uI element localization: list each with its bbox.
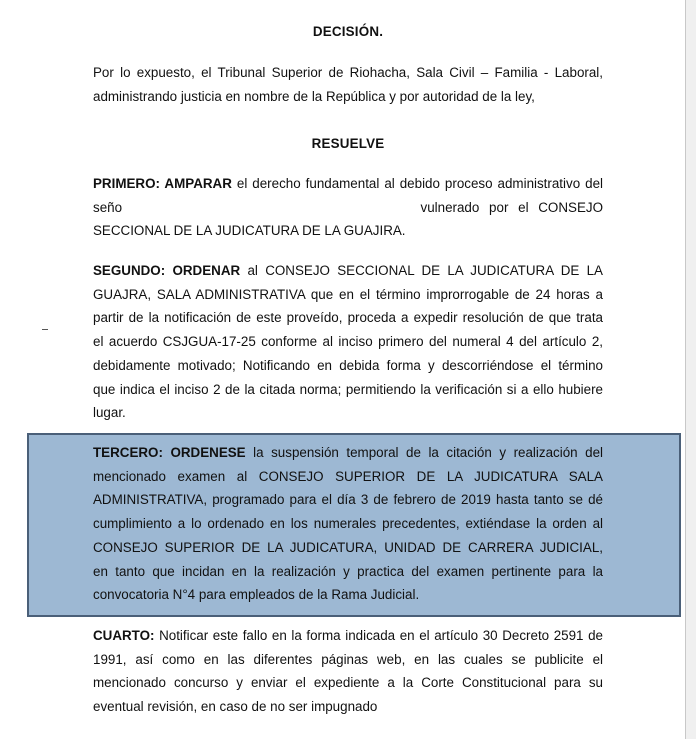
- page-edge: [685, 0, 696, 739]
- primero-line-2-left: seño: [93, 199, 123, 215]
- cuarto-line-3: mencionado concurso y enviar el expediente a la Corte Constitucional para su: [93, 675, 603, 691]
- segundo-line-3: partir de la notificación de este proveído, proceda a expedir resolución de que trata: [93, 310, 603, 326]
- cuarto-label: CUARTO:: [93, 628, 155, 643]
- intro-line-1: Por lo expuesto, el Tribunal Superior de Riohacha, Sala Civil – Familia - Laboral,: [93, 65, 603, 80]
- primero-line-3: SECCIONAL DE LA JUDICATURA DE LA GUAJIRA.: [93, 223, 406, 239]
- resuelve-title: RESUELVE: [311, 136, 385, 151]
- tercero-line-1: [93, 441, 603, 465]
- cuarto-line-1: [93, 624, 603, 648]
- primero-label: PRIMERO: AMPARAR: [93, 176, 232, 191]
- tercero-paragraph: [93, 441, 603, 607]
- segundo-line-6: que indica el inciso 2 de la citada norma; permitiendo la verificación si a ello hubiere: [93, 381, 603, 397]
- primero-line-1-text: el derecho fundamental al debido proceso administrativo del: [231, 176, 603, 191]
- segundo-line-5: debidamente motivado; Notificando en debida forma y descorriéndose el término: [93, 357, 603, 373]
- segundo-line-7: lugar.: [93, 405, 126, 421]
- margin-mark: [42, 329, 48, 330]
- primero-line-2: [93, 196, 603, 220]
- segundo-line-1: [93, 259, 603, 283]
- tercero-line-5: CONSEJO SUPERIOR DE LA JUDICATURA, UNIDAD DE CARRERA JUDICIAL,: [93, 539, 603, 555]
- tercero-line-2: mencionado examen al CONSEJO SUPERIOR DE LA JUDICATURA SALA: [93, 468, 603, 484]
- tercero-line-4: cumplimiento a lo ordenado en los numerales precedentes, extiéndase la orden al: [93, 516, 603, 532]
- segundo-label: SEGUNDO: ORDENAR: [93, 263, 241, 278]
- intro-paragraph: [93, 61, 603, 108]
- cuarto-line-1-text: Notificar este fallo en la forma indicada en el artículo 30 Decreto 2591 de: [154, 628, 603, 643]
- redacted-gap: [122, 196, 420, 220]
- tercero-line-3: ADMINISTRATIVA, programado para el día 3 de febrero de 2019 hasta tanto se dé: [93, 492, 603, 508]
- tercero-line-7: convocatoria N°4 para empleados de la Rama Judicial.: [93, 587, 420, 603]
- primero-line-2-right: vulnerado por el CONSEJO: [420, 199, 603, 215]
- segundo-line-2: GUAJRA, SALA ADMINISTRATIVA que en el término improrrogable de 24 horas a: [93, 286, 603, 302]
- segundo-line-1-text: al CONSEJO SECCIONAL DE LA JUDICATURA DE LA: [240, 263, 603, 278]
- cuarto-line-4: eventual revisión, en caso de no ser impugnado: [93, 699, 378, 715]
- cuarto-paragraph: [93, 624, 603, 719]
- decision-title: DECISIÓN.: [312, 24, 384, 39]
- primero-line-1: [93, 172, 603, 196]
- segundo-paragraph: [93, 259, 603, 425]
- cuarto-line-2: 1991, así como en las diferentes páginas web, en las cuales se publicite el: [93, 651, 603, 667]
- tercero-line-1-text: la suspensión temporal de la citación y realización del: [245, 445, 603, 460]
- intro-line-2: administrando justicia en nombre de la República y por autoridad de la ley,: [93, 88, 535, 104]
- segundo-line-4: el acuerdo CSJGUA-17-25 conforme al inciso primero del numeral 4 del artículo 2,: [93, 334, 603, 350]
- tercero-label: TERCERO: ORDENESE: [93, 445, 246, 460]
- tercero-line-6: en tanto que incidan en la realización y practica del examen pertinente para la: [93, 563, 603, 579]
- primero-paragraph: [93, 172, 603, 243]
